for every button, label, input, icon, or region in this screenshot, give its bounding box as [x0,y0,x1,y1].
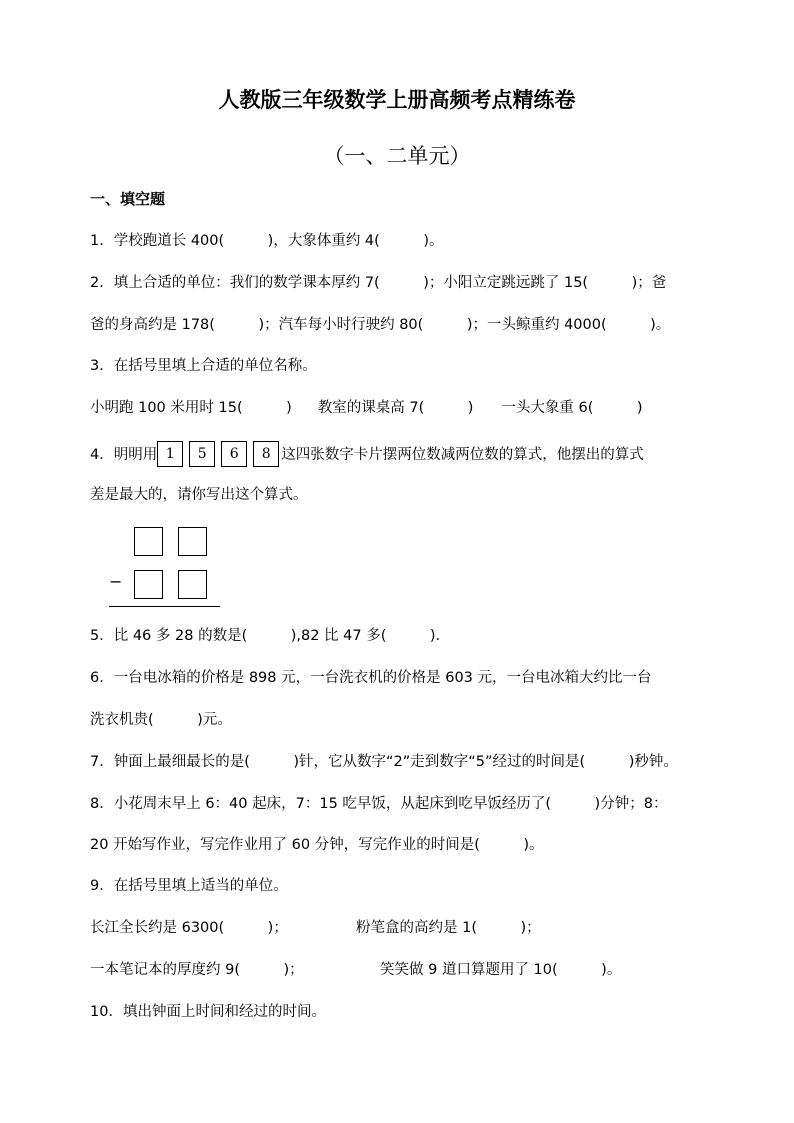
question-2-line-2: 爸的身高约是 178( )；汽车每小时行驶约 80( )；一头鲸重约 4000( )。 [90,317,671,333]
question-3-item-b: 教室的课桌高 7( ) [317,400,474,416]
question-6-line-2: 洗衣机贵( )元。 [90,712,232,728]
question-5: 5．比 46 多 28 的数是( ),82 比 47 多( )． [90,628,451,644]
question-7: 7．钟面上最细最长的是( )针，它从数字“2”走到数字“5”经过的时间是( )秒钟。 [90,754,678,770]
question-9-item-d: 笑笑做 9 道口算题用了 10( )。 [380,962,622,978]
question-9-item-b: 粉笔盒的高约是 1( )； [356,920,541,936]
question-6-line-1: 6．一台电冰箱的价格是 898 元，一台洗衣机的价格是 603 元，一台电冰箱大约比一台 [90,670,652,686]
question-8-line-2: 20 开始写作业，写完作业用了 60 分钟，写完作业的时间是( )。 [90,837,544,853]
question-9-items-1 [90,918,541,938]
answer-box-top-tens[interactable] [134,527,163,556]
question-8-line-1: 8．小花周末早上 6：40 起床，7：15 吃早饭，从起床到吃早饭经历了( )分钟；8： [90,796,668,812]
digit-card-1: 1 [157,441,183,467]
question-9-items-2 [90,960,621,980]
question-4-line-2: 差是最大的，请你写出这个算式。 [90,487,308,503]
answer-box-bottom-tens[interactable] [134,570,163,599]
digit-card-6: 6 [221,441,247,467]
question-3-item-a: 小明跑 100 米用时 15( ) [90,400,292,416]
answer-box-top-ones[interactable] [178,527,207,556]
section-heading: 一、填空题 [90,190,166,208]
question-4-suffix: 这四张数字卡片摆两位数减两位数的算式，他摆出的算式 [281,447,644,463]
question-9-item-a: 长江全长约是 6300( )； [90,920,288,936]
question-9-item-c: 一本笔记本的厚度约 9( )； [90,962,304,978]
page-title: 人教版三年级数学上册高频考点精练卷 [218,87,576,112]
minus-sign: − [109,572,123,591]
page-subtitle: （一、二单元） [323,144,471,168]
question-4-line-1 [90,442,644,468]
question-3-item-c: 一头大象重 6( ) [501,400,643,416]
question-4-prefix: 4．明明用 [90,447,158,463]
question-2-line-1: 2．填上合适的单位：我们的数学课本厚约 7( )；小阳立定跳远跳了 15( )；爸 [90,275,667,291]
answer-box-bottom-ones[interactable] [178,570,207,599]
question-10: 10．填出钟面上时间和经过的时间。 [90,1004,326,1020]
digit-card-5: 5 [189,441,215,467]
question-3: 3．在括号里填上合适的单位名称。 [90,358,317,374]
subtraction-line [109,606,220,607]
digit-card-8: 8 [253,441,279,467]
question-3-items [90,398,643,418]
question-1: 1．学校跑道长 400( )，大象体重约 4( )。 [90,233,444,249]
question-9: 9．在括号里填上适当的单位。 [90,878,288,894]
